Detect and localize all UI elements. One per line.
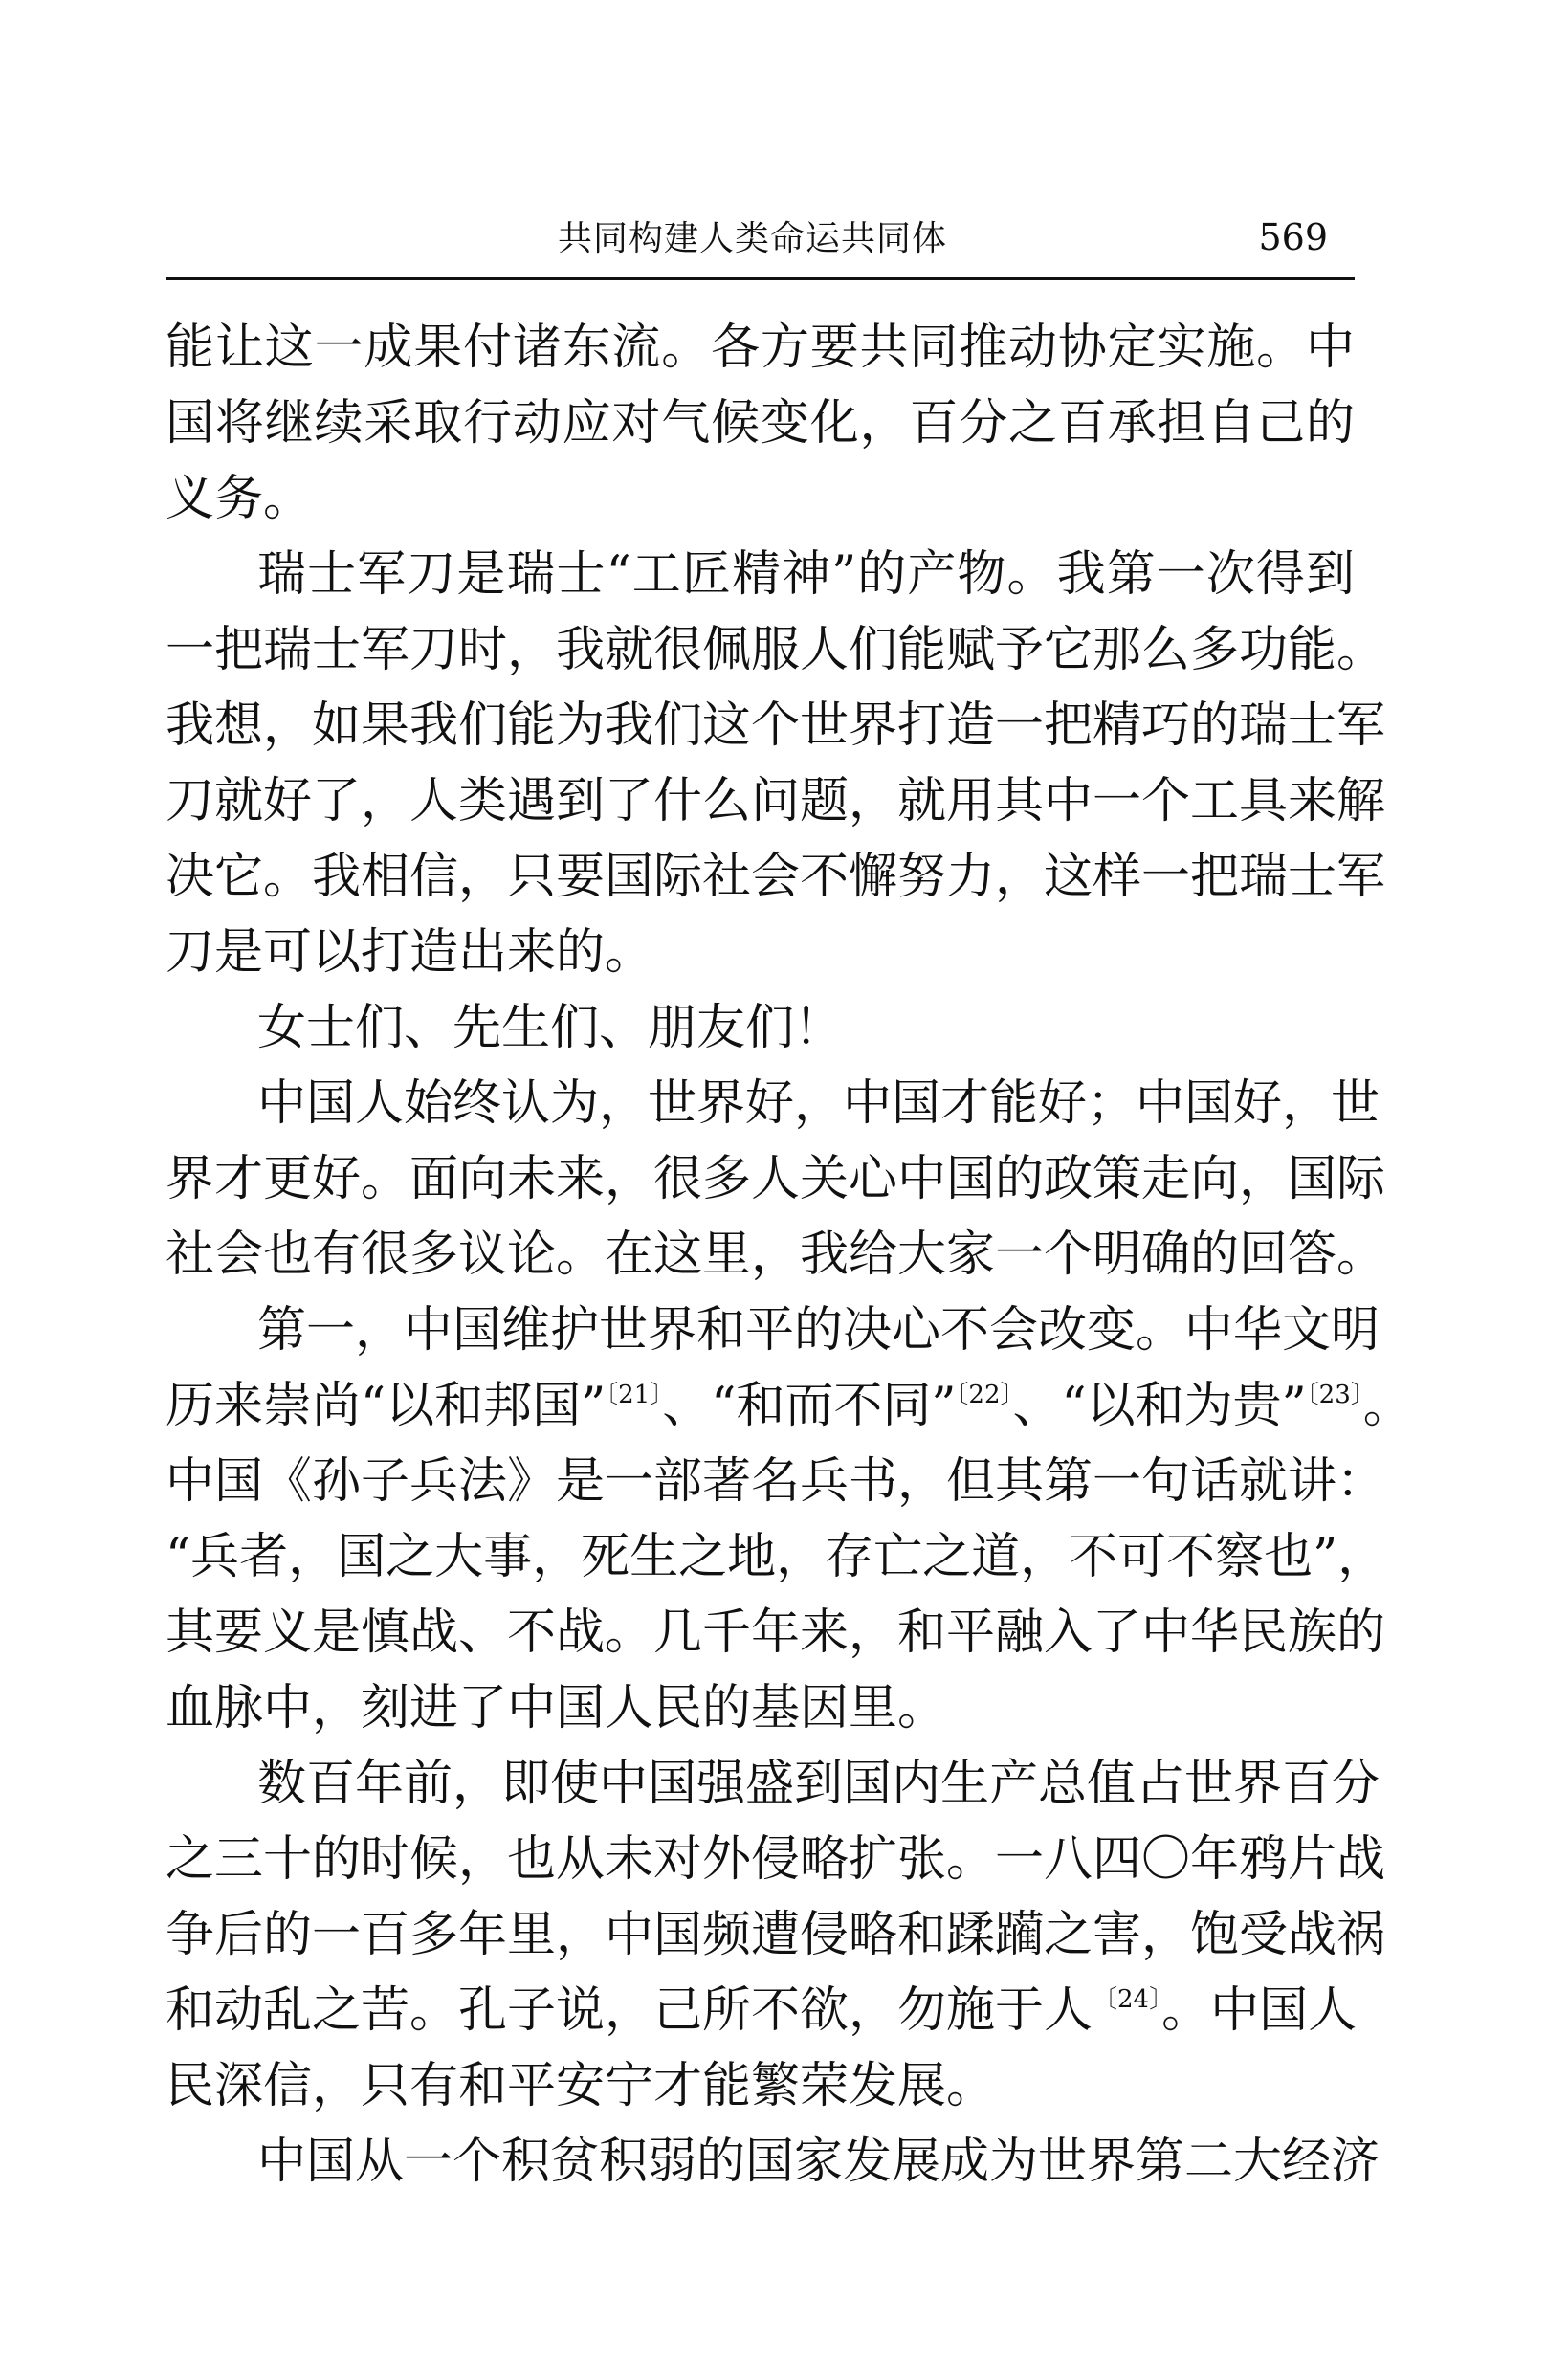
text-line: 中国人始终认为，世界好，中国才能好；中国好，世: [257, 1075, 1380, 1132]
page-header: [166, 212, 1355, 270]
text-line: 能让这一成果付诸东流。各方要共同推动协定实施。中: [166, 320, 1355, 376]
footnote-ref-23: 〔23〕: [1306, 1381, 1363, 1409]
text-line: [166, 1368, 1412, 1444]
text-line: 争后的一百多年里，中国频遭侵略和蹂躏之害，饱受战祸: [166, 1907, 1386, 1963]
text-line: 其要义是慎战、不战。几千年来，和平融入了中华民族的: [166, 1604, 1386, 1661]
text-line: 刀就好了，人类遇到了什么问题，就用其中一个工具来解: [166, 773, 1386, 830]
text-line: 我想，如果我们能为我们这个世界打造一把精巧的瑞士军: [166, 697, 1386, 754]
text-line: 第一，中国维护世界和平的决心不会改变。中华文明: [257, 1302, 1380, 1359]
text-line: [166, 1973, 1358, 2048]
footnote-ref-22: 〔22〕: [956, 1381, 1013, 1409]
footnote-ref-21: 〔21〕: [606, 1381, 663, 1409]
text-line: 界才更好。面向未来，很多人关心中国的政策走向，国际: [166, 1151, 1386, 1207]
running-title: 共同构建人类命运共同体: [558, 219, 948, 258]
text-line: 女士们、先生们、朋友们！: [257, 1000, 844, 1056]
text-segment: 。: [1362, 1378, 1412, 1434]
text-line: 之三十的时候，也从未对外侵略扩张。一八四〇年鸦片战: [166, 1831, 1386, 1888]
text-line: 数百年前，即使中国强盛到国内生产总值占世界百分: [257, 1756, 1380, 1812]
text-line: 社会也有很多议论。在这里，我给大家一个明确的回答。: [166, 1227, 1386, 1283]
text-line: 中国从一个积贫积弱的国家发展成为世界第二大经济: [257, 2134, 1380, 2190]
page-number: 569: [1258, 216, 1328, 258]
header-rule: [166, 277, 1355, 280]
footnote-ref-24: 〔24〕: [1093, 1985, 1162, 2014]
text-line: 刀是可以打造出来的。: [166, 924, 654, 981]
text-line: 瑞士军刀是瑞士“工匠精神”的产物。我第一次得到: [257, 546, 1355, 603]
text-segment: 历来崇尚“以和邦国”: [166, 1378, 607, 1434]
text-line: 一把瑞士军刀时，我就很佩服人们能赋予它那么多功能。: [166, 622, 1386, 678]
text-line: 义务。: [166, 471, 313, 527]
text-segment: 和动乱之苦。孔子说，己所不欲，勿施于人: [166, 1982, 1093, 2039]
text-line: 血脉中，刻进了中国人民的基因里。: [166, 1680, 947, 1737]
text-segment: 。中国人: [1161, 1982, 1358, 2039]
body-text: [166, 310, 1412, 2200]
text-line: 国将继续采取行动应对气候变化，百分之百承担自己的: [166, 395, 1355, 452]
text-segment: 、“和而不同”: [662, 1378, 957, 1434]
text-line: “兵者，国之大事，死生之地，存亡之道，不可不察也”，: [166, 1529, 1387, 1585]
text-line: 民深信，只有和平安宁才能繁荣发展。: [166, 2058, 996, 2114]
text-segment: 、“以和为贵”: [1012, 1378, 1307, 1434]
text-line: 决它。我相信，只要国际社会不懈努力，这样一把瑞士军: [166, 849, 1386, 905]
text-line: 中国《孙子兵法》是一部著名兵书，但其第一句话就讲：: [166, 1453, 1386, 1510]
